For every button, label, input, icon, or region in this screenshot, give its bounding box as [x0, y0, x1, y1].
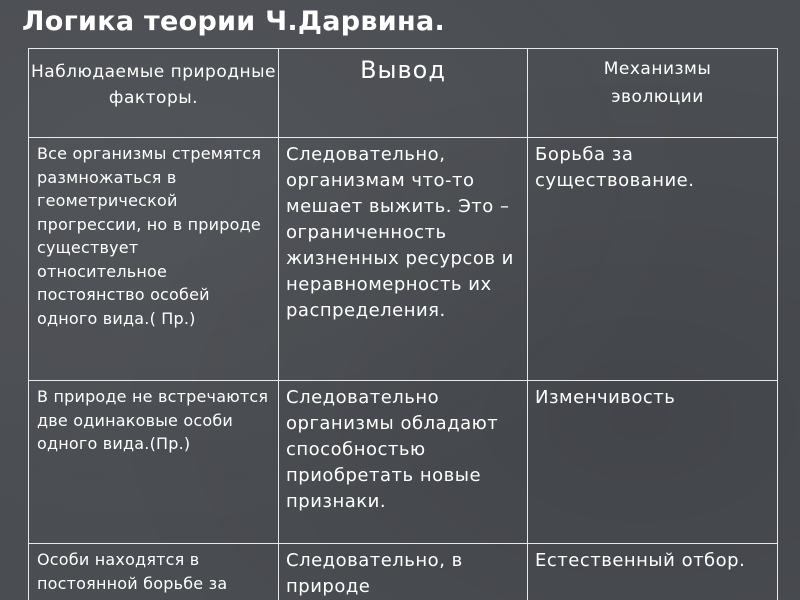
cell-observed-factor — [29, 544, 279, 600]
cell-text: Особи находятся в постоянной борьбе за — [37, 550, 228, 593]
cell-conclusion — [279, 544, 528, 600]
cell-conclusion — [279, 381, 528, 544]
table-row — [29, 381, 778, 544]
cell-text: В природе не встречаются две одинаковые особи одного вида.(Пр.) — [37, 387, 269, 453]
header-observed-factors-label: Наблюдаемые природные факторы. — [31, 62, 276, 108]
cell-text: Следовательно, в природе — [286, 550, 463, 597]
cell-text: Следовательно организмы обладают способностью приобретать новые признаки. — [286, 387, 499, 512]
header-conclusion-label: Вывод — [360, 56, 446, 84]
table-row — [29, 138, 778, 381]
cell-observed-factor — [29, 138, 279, 381]
cell-text: Следовательно, организмам что-то мешает выжить. Это – ограниченность жизненных ресурсов и неравномерность их распределения. — [286, 144, 514, 321]
cell-observed-factor — [29, 381, 279, 544]
header-observed-factors — [29, 49, 279, 138]
slide-title: Логика теории Ч.Дарвина. — [22, 6, 446, 37]
darwin-logic-table — [28, 48, 778, 600]
table-header-row — [29, 49, 778, 138]
cell-text: Борьба за существование. — [535, 144, 695, 191]
table-row — [29, 544, 778, 600]
cell-mechanism — [528, 138, 778, 381]
header-evolution-mechanisms-label: Механизмы эволюции — [603, 59, 712, 107]
header-evolution-mechanisms — [528, 49, 778, 138]
cell-text: Естественный отбор. — [535, 550, 746, 571]
cell-mechanism — [528, 381, 778, 544]
header-conclusion — [279, 49, 528, 138]
cell-mechanism — [528, 544, 778, 600]
cell-text: Изменчивость — [535, 387, 676, 408]
cell-text: Все организмы стремятся размножаться в геометрической прогрессии, но в природе существует относительное постоянство особей одного вида.( Пр.) — [37, 144, 262, 328]
cell-conclusion — [279, 138, 528, 381]
